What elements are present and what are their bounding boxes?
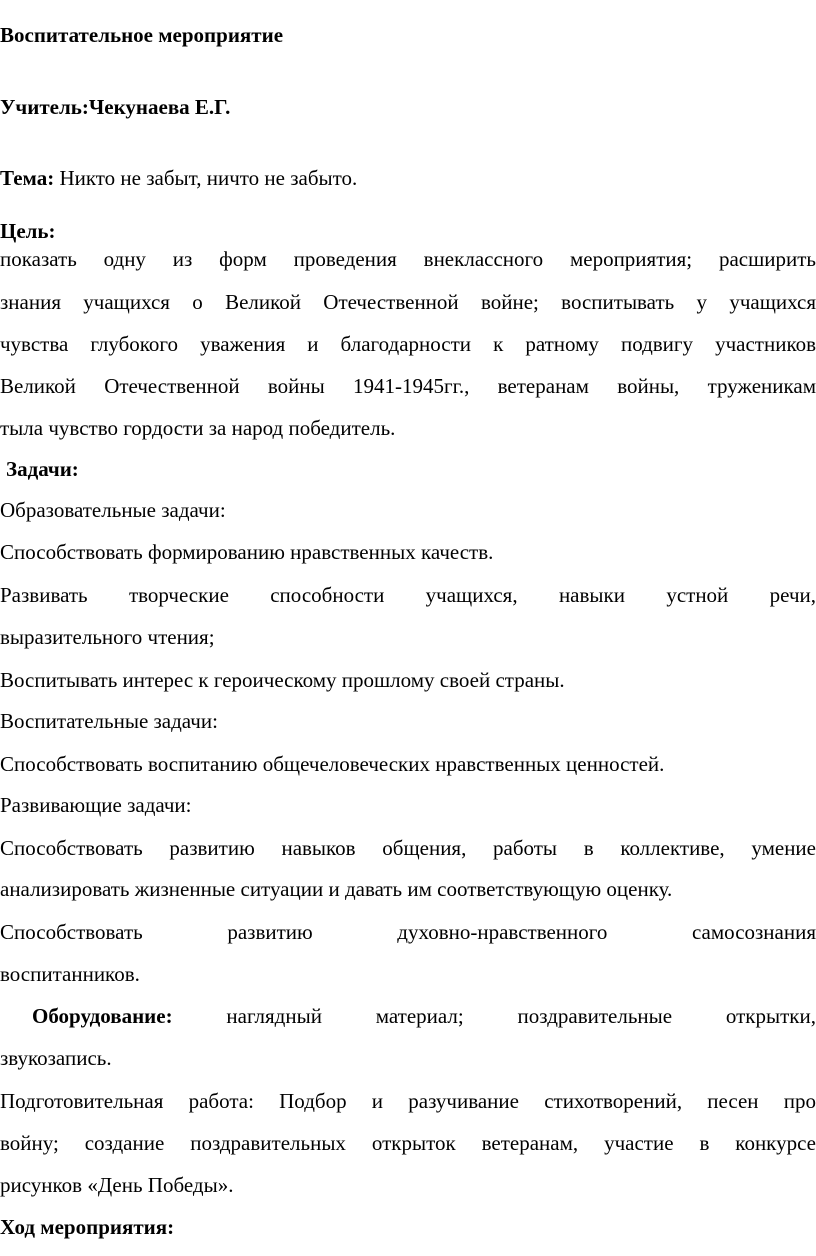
topic-label: Тема: xyxy=(0,166,55,190)
equipment-text: наглядный материал; поздравительные открытки, xyxy=(172,1004,816,1028)
document-title: Воспитательное мероприятие xyxy=(0,23,284,47)
goal-line: чувства глубокого уважения и благодарности к ратному подвигу участников xyxy=(0,332,816,356)
edu-task-2-line: выразительного чтения; xyxy=(0,625,215,649)
goal-line: знания учащихся о Великой Отечественной войне; воспитывать у учащихся xyxy=(0,290,816,314)
upbringing-tasks-label: Воспитательные задачи: xyxy=(0,709,218,733)
developing-task-1-line: Способствовать развитию навыков общения, работы в коллективе, умение xyxy=(0,836,816,860)
goal-line: тыла чувство гордости за народ победитель. xyxy=(0,416,396,440)
developing-task-1-line: анализировать жизненные ситуации и давать им соответствующую оценку. xyxy=(0,877,673,901)
prep-line: рисунков «День Победы». xyxy=(0,1173,234,1197)
edu-task-1: Способствовать формированию нравственных качеств. xyxy=(0,540,494,564)
topic-line xyxy=(0,164,816,192)
developing-task-2-line: Способствовать развитию духовно-нравственного самосознания xyxy=(0,920,816,944)
topic-text: Никто не забыт, ничто не забыто. xyxy=(54,166,358,190)
developing-task-2-line: воспитанников. xyxy=(0,962,140,986)
equipment-line-2: звукозапись. xyxy=(0,1046,112,1070)
prep-line: войну; создание поздравительных открыток ветеранам, участие в конкурсе xyxy=(0,1131,816,1155)
equipment-line xyxy=(0,1002,816,1030)
edu-tasks-label: Образовательные задачи: xyxy=(0,498,226,522)
developing-tasks-label: Развивающие задачи: xyxy=(0,793,192,817)
teacher-name: Чекунаева Е.Г. xyxy=(88,95,231,119)
prep-line: Подготовительная работа: Подбор и разучивание стихотворений, песен про xyxy=(0,1089,816,1113)
edu-task-3: Воспитывать интерес к героическому прошлому своей страны. xyxy=(0,668,565,692)
tasks-heading: Задачи: xyxy=(6,457,79,481)
teacher-label: Учитель: xyxy=(0,95,89,119)
equipment-label: Оборудование: xyxy=(32,1004,173,1028)
edu-task-2-line: Развивать творческие способности учащихся, навыки устной речи, xyxy=(0,583,816,607)
upbringing-task-1: Способствовать воспитанию общечеловеческих нравственных ценностей. xyxy=(0,752,665,776)
goal-line: Великой Отечественной войны 1941-1945гг., ветеранам войны, труженикам xyxy=(0,374,816,398)
teacher-line xyxy=(0,93,816,121)
goal-label: Цель: xyxy=(0,219,56,243)
course-heading: Ход мероприятия: xyxy=(0,1215,175,1239)
goal-line: показать одну из форм проведения внеклассного мероприятия; расширить xyxy=(0,247,816,271)
